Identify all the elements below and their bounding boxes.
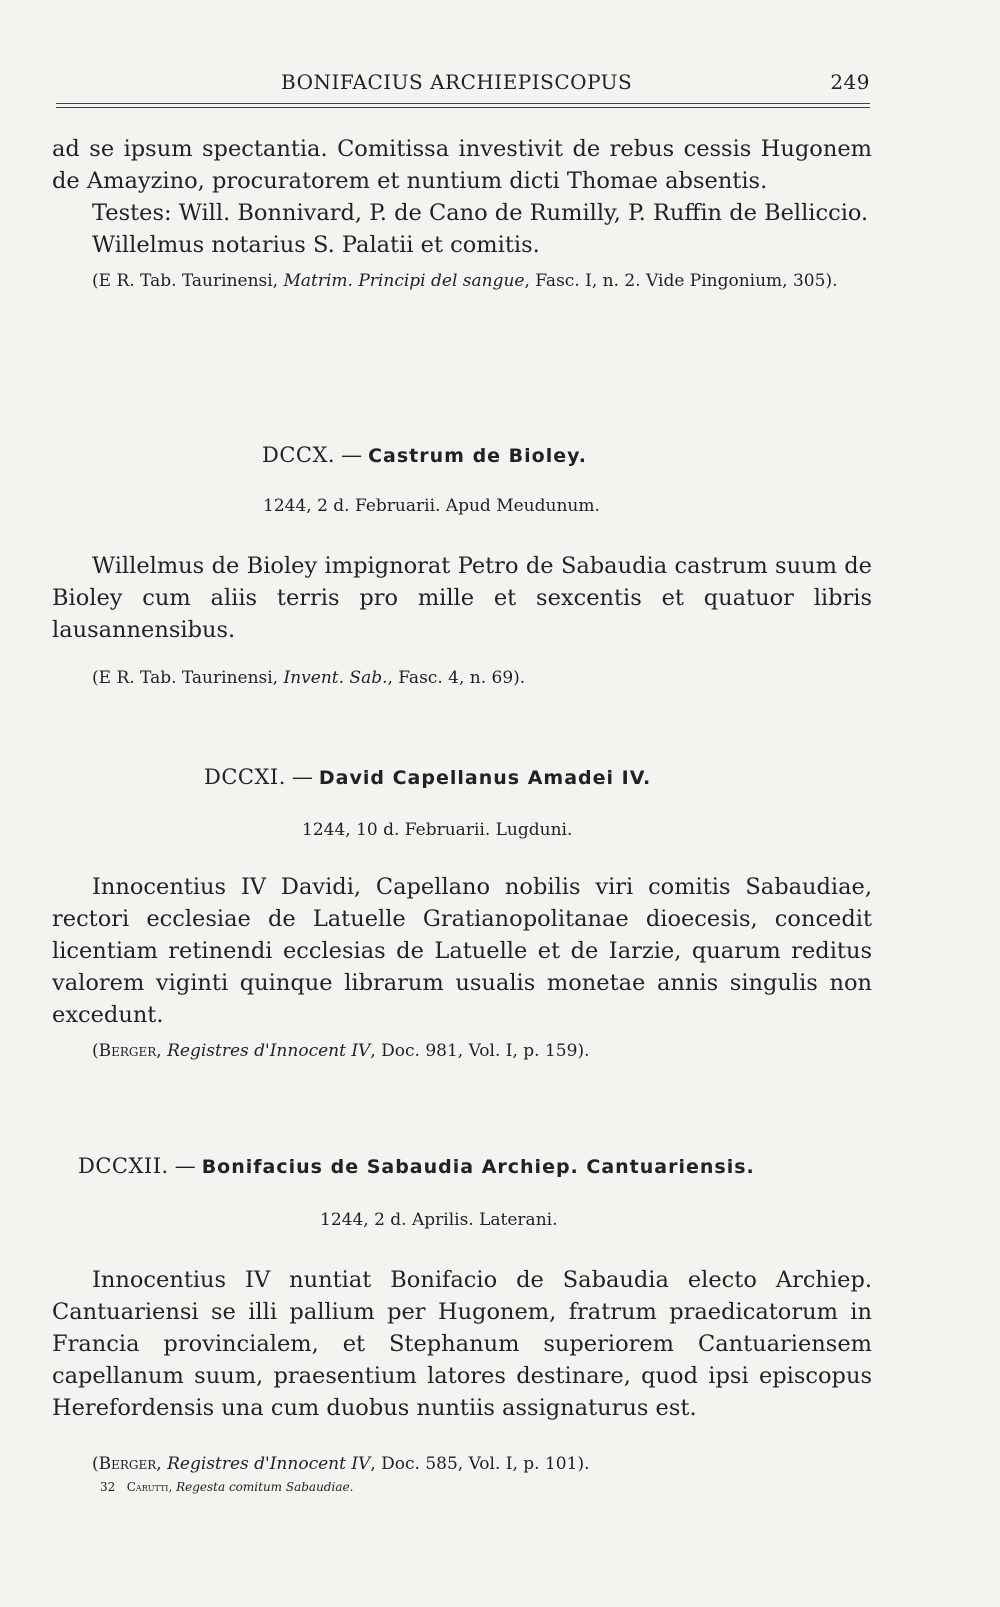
opening-paragraph: ad se ipsum spectantia. Comitissa investivit de rebus cessis Hugonem de Amayzino, procuratorem et nuntium dicti Thomae absentis. [52,136,872,194]
entry-citation: (E R. Tab. Taurinensi, Invent. Sab., Fasc. 4, n. 69). [92,668,526,688]
entry-text: Willelmus de Bioley impignorat Petro de Sabaudia castrum suum de Bioley cum aliis terris pro mille et sexcentis et quatuor libris lausannensibus. [52,553,872,643]
entry-date: 1244, 2 d. Februarii. Apud Meudunum. [263,496,600,516]
entry-heading: DCCX. — Castrum de Bioley. [262,443,587,467]
entry-title: Castrum de Bioley. [368,445,587,467]
header-rule-double [56,107,870,108]
entry-date: 1244, 2 d. Aprilis. Laterani. [320,1210,558,1230]
entry-body [52,1264,872,1476]
running-header [56,70,870,98]
entry-number: DCCX. [262,443,336,467]
footer-author: Carutti, [126,1480,173,1494]
entry-number: DCCXI. [204,765,286,789]
page-number: 249 [830,70,870,94]
entry-heading: DCCXII. — Bonifacius de Sabaudia Archiep. Cantuariensis. [78,1154,755,1178]
entry-date: 1244, 10 d. Februarii. Lugduni. [302,820,573,840]
entry-citation: (Berger, Registres d'Innocent IV, Doc. 585, Vol. I, p. 101). [92,1454,590,1474]
entry-number: DCCXII. [78,1154,169,1178]
entry-text: Innocentius IV Davidi, Capellano nobilis viri comitis Sabaudiae, rectori ecclesiae de Latuelle Gratianopolitanae dioecesis, concedit licentiam retinendi ecclesias de Latuelle et de Iarzie, quarum reditus valorem viginti quinque librarum usualis monetae annis singulis non excedunt. [52,874,872,1028]
entry-title: Bonifacius de Sabaudia Archiep. Cantuariensis. [201,1156,755,1178]
opening-section [52,133,872,293]
witnesses-paragraph: Testes: Will. Bonnivard, P. de Cano de Rumilly, P. Ruffin de Belliccio. [92,200,869,226]
entry-title: David Capellanus Amadei IV. [318,767,652,789]
entry-body [52,550,872,690]
entry-heading: DCCXI. — David Capellanus Amadei IV. [204,765,652,789]
notary-paragraph: Willelmus notarius S. Palatii et comitis. [92,232,540,258]
entry-citation: (Berger, Registres d'Innocent IV, Doc. 981, Vol. I, p. 159). [92,1041,590,1061]
entry-body [52,871,872,1063]
opening-citation: (E R. Tab. Taurinensi, Matrim. Principi del sangue, Fasc. I, n. 2. Vide Pingonium, 305). [92,271,838,291]
header-rule [56,103,870,104]
signature-footer [100,1480,353,1494]
running-title: BONIFACIUS ARCHIEPISCOPUS [281,70,633,94]
signature-number: 32 [100,1480,116,1494]
footer-work: Regesta comitum Sabaudiae. [176,1480,354,1494]
entry-text: Innocentius IV nuntiat Bonifacio de Sabaudia electo Archiep. Cantuariensi se illi pallium per Hugonem, fratrum praedicatorum in Francia provincialem, et Stephanum superiorem Cantuariensem capellanum suum, praesentium latores destinare, quod ipsi episcopus Herefordensis una cum duobus nuntiis assignaturus est. [52,1267,872,1421]
